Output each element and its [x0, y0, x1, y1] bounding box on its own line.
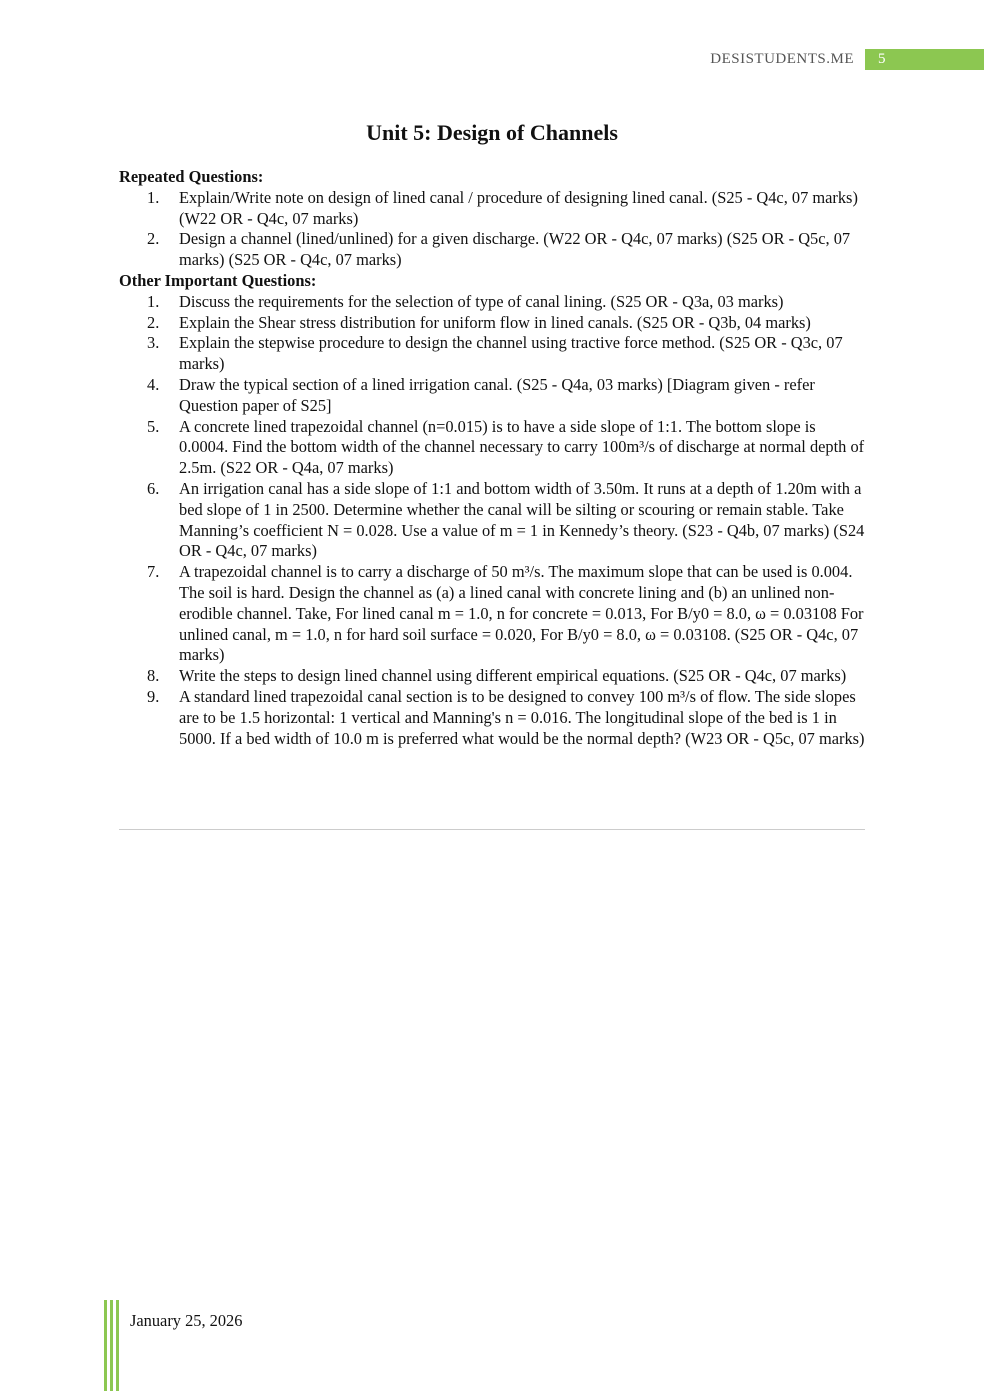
list-item — [119, 687, 865, 749]
item-number: 2. — [147, 229, 160, 249]
page-number-badge: 5 — [865, 49, 984, 70]
list-item — [119, 188, 865, 230]
item-number: 4. — [147, 374, 160, 394]
item-number: 3. — [147, 333, 160, 353]
list-item — [119, 375, 865, 417]
item-text: An irrigation canal has a side slope of 1:1 and bottom width of 3.50m. It runs at a depth of 1.20m with a bed slope of 1 in 2500. Determine whether the canal will be silting or scouring or remain stable. Take Manning’s coefficient N = 0.028. Use a value of m = 1 in Kennedy’s theory. (S23 - Q4b, 07 marks) (S24 OR - Q4c, 07 marks) — [179, 478, 865, 561]
item-number: 1. — [147, 291, 160, 311]
item-text: Design a channel (lined/unlined) for a given discharge. (W22 OR - Q4c, 07 marks) (S25 OR - Q5c, 07 marks) (S25 OR - Q4c, 07 marks) — [179, 229, 851, 270]
item-number: 2. — [147, 312, 160, 332]
item-number: 1. — [147, 187, 160, 207]
header-site-name: DESISTUDENTS.ME — [710, 51, 854, 67]
item-text: Draw the typical section of a lined irrigation canal. (S25 - Q4a, 03 marks) [Diagram given - refer Question paper of S25] — [179, 374, 815, 415]
footer-accent-bars — [104, 1300, 120, 1391]
list-item — [119, 417, 865, 479]
list-item — [119, 562, 865, 666]
list-item — [119, 229, 865, 271]
question-content — [119, 167, 865, 749]
list-item — [119, 292, 865, 313]
footer-date: January 25, 2026 — [130, 1311, 243, 1330]
item-number: 9. — [147, 686, 160, 706]
page-title: Unit 5: Design of Channels — [366, 120, 618, 145]
list-item — [119, 479, 865, 562]
item-text: Explain the stepwise procedure to design the channel using tractive force method. (S25 OR - Q3c, 07 marks) — [179, 333, 843, 374]
list-item — [119, 333, 865, 375]
item-text: Explain/Write note on design of lined canal / procedure of designing lined canal. (S25 - Q4c, 07 marks) (W22 OR - Q4c, 07 marks) — [179, 187, 858, 228]
item-text: A concrete lined trapezoidal channel (n=0.015) is to have a side slope of 1:1. The bottom slope is 0.0004. Find the bottom width of the channel necessary to carry 100m³/s of discharge at normal depth of 2.5m. (S22 OR - Q4a, 07 marks) — [179, 416, 865, 478]
other-questions-heading: Other Important Questions: — [119, 270, 317, 290]
item-text: Discuss the requirements for the selection of type of canal lining. (S25 OR - Q3a, 03 marks) — [179, 291, 784, 311]
section-divider — [119, 829, 865, 830]
list-item — [119, 666, 865, 687]
item-number: 8. — [147, 666, 160, 686]
other-questions-list — [119, 292, 865, 750]
item-number: 7. — [147, 562, 160, 582]
repeated-questions-heading: Repeated Questions: — [119, 167, 264, 186]
item-text: A standard lined trapezoidal canal section is to be designed to convey 100 m³/s of flow. The side slopes are to be 1.5 horizontal: 1 vertical and Manning's n = 0.016. The longitudinal slope of the bed is 1 in 5000. If a bed width of 10.0 m is preferred what would be the normal depth? (W23 OR - Q5c, 07 marks) — [179, 686, 865, 748]
item-text: Write the steps to design lined channel using different empirical equations. (S25 OR - Q4c, 07 marks) — [179, 666, 847, 686]
item-number: 5. — [147, 416, 160, 436]
repeated-questions-list — [119, 188, 865, 271]
list-item — [119, 313, 865, 334]
item-text: A trapezoidal channel is to carry a discharge of 50 m³/s. The maximum slope that can be used is 0.004. The soil is hard. Design the channel as (a) a lined canal with concrete lining and (b) an unlined non-erodible channel. Take, For lined canal m = 1.0, n for concrete = 0.013, For B/y0 = 8.0, ω = 0.03108 For unlined canal, m = 1.0, n for hard soil surface = 0.020, For B/y0 = 8.0, ω = 0.03108. (S25 OR - Q4c, 07 marks) — [179, 562, 864, 665]
item-number: 6. — [147, 478, 160, 498]
item-text: Explain the Shear stress distribution for uniform flow in lined canals. (S25 OR - Q3b, 04 marks) — [179, 312, 811, 332]
